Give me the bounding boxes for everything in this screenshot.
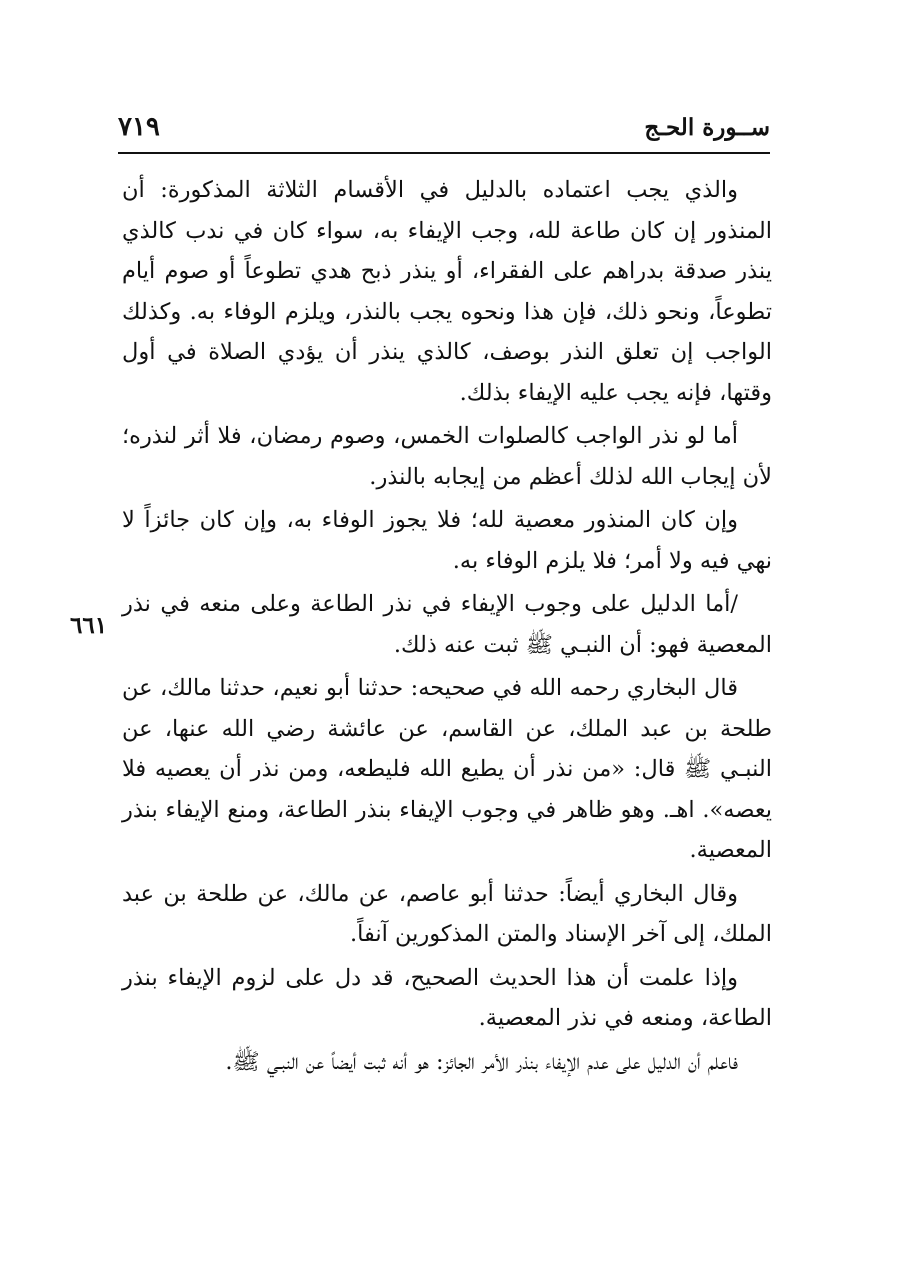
paragraph: أما لو نذر الواجب كالصلوات الخمس، وصوم رمضان، فلا أثر لنذره؛ لأن إيجاب الله لذلك أعظم من إيجابه بالنذر.	[122, 423, 772, 490]
paragraph: وقال البخاري أيضاً: حدثنا أبو عاصم، عن مالك، عن طلحة بن عبد الملك، إلى آخر الإسناد والمتن المذكورين آنفاً.	[122, 880, 772, 947]
paragraph: وإذا علمت أن هذا الحديث الصحيح، قد دل على لزوم الإيفاء بنذر الطاعة، ومنعه في نذر المعصية.	[122, 964, 772, 1031]
body-text	[122, 170, 772, 1082]
margin-page-reference: ٦٦١	[70, 612, 108, 639]
surah-title: ســورة الحـج	[644, 114, 770, 141]
page-header	[118, 112, 770, 154]
page-number: ٧١٩	[118, 112, 160, 142]
paragraph: وإن كان المنذور معصية لله؛ فلا يجوز الوفاء به، وإن كان جائزاً لا نهي فيه ولا أمر؛ فلا يلزم الوفاء به.	[122, 507, 772, 574]
paragraph: والذي يجب اعتماده بالدليل في الأقسام الثلاثة المذكورة: أن المنذور إن كان طاعة لله، وجب الإيفاء به، سواء كان في ندب كالذي ينذر صدقة بدراهم على الفقراء، أو ينذر ذبح هدي تطوعاً أو صوم أيام تطوعاً، ونحو ذلك، فإن هذا ونحوه يجب بالنذر، ويلزم الوفاء به. وكذلك الواجب إن تعلق النذر بوصف، كالذي ينذر أن يؤدي الصلاة في أول وقتها، فإنه يجب عليه الإيفاء بذلك.	[122, 177, 772, 406]
paragraph: قال البخاري رحمه الله في صحيحه: حدثنا أبو نعيم، حدثنا مالك، عن طلحة بن عبد الملك، عن القاسم، عن عائشة رضي الله عنها، عن النبـي ﷺ قال: «من نذر أن يطيع الله فليطعه، ومن نذر أن يعصيه فلا يعصه». اهـ. وهو ظاهر في وجوب الإيفاء بنذر الطاعة، ومنع الإيفاء بنذر المعصية.	[122, 675, 772, 863]
paragraph: /أما الدليل على وجوب الإيفاء في نذر الطاعة وعلى منعه في نذر المعصية فهو: أن النبـي ﷺ ثبت عنه ذلك.	[122, 591, 772, 658]
paragraph: فاعلم أن الدليل على عدم الإيفاء بنذر الأمر الجائز: هو أنه ثبت أيضاً عن النبـي ﷺ.	[225, 1048, 738, 1075]
